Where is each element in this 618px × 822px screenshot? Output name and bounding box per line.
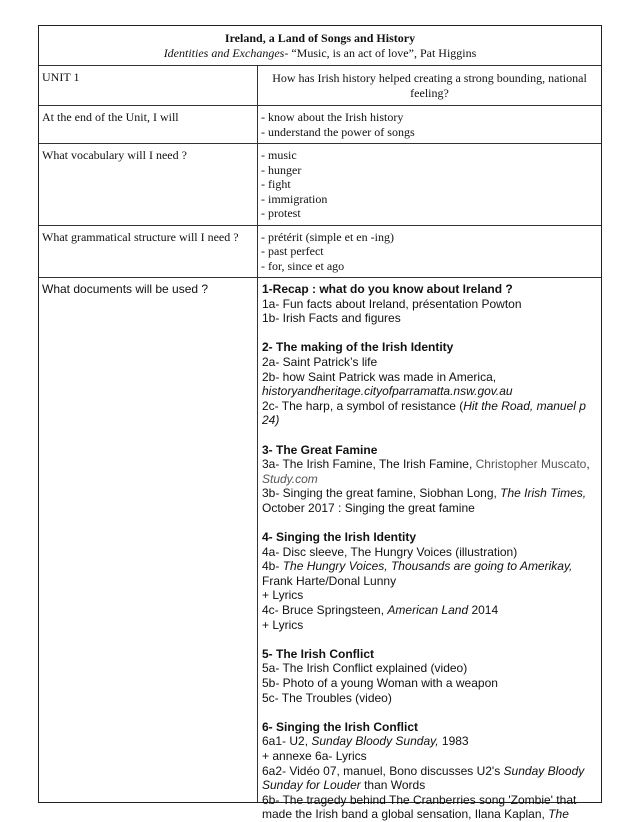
list-item: - immigration	[261, 191, 328, 206]
goals-label: At the end of the Unit, I will	[39, 106, 258, 143]
document-item: 4b- The Hungry Voices, Thousands are going to Amerikay, Frank Harte/Donal Lunny	[262, 559, 573, 588]
document-item: 5b- Photo of a young Woman with a weapon	[262, 676, 498, 691]
document-item: 2a- Saint Patrick’s life	[262, 354, 378, 369]
goals-row	[39, 105, 601, 143]
vocabulary-row	[39, 143, 601, 225]
section-heading: 1-Recap : what do you know about Ireland ?	[262, 282, 513, 296]
document-item: 4a- Disc sleeve, The Hungry Voices (illustration)	[262, 544, 518, 559]
list-item: - past perfect	[261, 244, 324, 258]
title-cell	[39, 26, 601, 65]
vocabulary-list	[258, 144, 601, 225]
document-item: 1b- Irish Facts and figures	[262, 311, 401, 326]
documents-list	[258, 278, 601, 822]
document-item: 3b- Singing the great famine, Siobhan Long, The Irish Times, October 2017 : Singing the great famine	[262, 486, 587, 515]
documents-row	[39, 277, 601, 822]
section-great-famine	[262, 443, 597, 516]
document-item: 2b- how Saint Patrick was made in America,	[262, 369, 497, 384]
document-item: 4c- Bruce Springsteen, American Land 2014	[262, 603, 499, 618]
unit-row	[39, 65, 601, 105]
document-item: 5c- The Troubles (video)	[262, 690, 392, 705]
documents-label: What documents will be used ?	[39, 278, 258, 802]
list-item: - hunger	[261, 162, 302, 177]
source-link[interactable]: Study.com	[262, 471, 318, 486]
list-item: - understand the power of songs	[261, 124, 415, 139]
subtitle-quote: - “Music, is an act of love”, Pat Higgins	[284, 46, 477, 60]
document-item: 3a- The Irish Famine, The Irish Famine, Christopher Muscato, Study.com	[262, 457, 590, 486]
vocabulary-label: What vocabulary will I need ?	[39, 144, 258, 225]
document-item: 5a- The Irish Conflict explained (video)	[262, 661, 468, 676]
title-row	[39, 26, 601, 65]
section-singing-identity	[262, 530, 597, 632]
document-item: 6a2- Vidéo 07, manuel, Bono discusses U2's Sunday Bloody Sunday for Louder than Words	[262, 763, 585, 793]
grammar-row	[39, 225, 601, 278]
list-item: - music	[261, 148, 297, 162]
document-item: 1a- Fun facts about Ireland, présentation Powton	[262, 296, 522, 311]
document-item: 2c- The harp, a symbol of resistance (Hit the Road, manuel p 24)	[262, 398, 586, 428]
list-item: - for, since et ago	[261, 258, 345, 273]
document-subtitle	[43, 46, 597, 61]
document-item: 6a1- U2, Sunday Bloody Sunday, 1983	[262, 734, 469, 749]
grammar-label: What grammatical structure will I need ?	[39, 226, 258, 278]
document-source-url: historyandheritage.cityofparramatta.nsw.gov.au	[262, 384, 513, 399]
list-item: - prétérit (simple et en -ing)	[261, 229, 394, 244]
section-heading: 3- The Great Famine	[262, 442, 378, 457]
section-singing-conflict	[262, 720, 597, 822]
subtitle-theme: Identities and Exchanges	[163, 46, 285, 60]
document-item: + Lyrics	[262, 617, 304, 632]
goals-list	[258, 106, 601, 143]
list-item: - protest	[261, 206, 301, 220]
document-item: 6b- The tragedy behind The Cranberries song 'Zombie' that made the Irish band a global sensation, Ilana Kaplan, The	[262, 792, 577, 822]
section-heading: 2- The making of the Irish Identity	[262, 340, 454, 355]
document-item: + Lyrics	[262, 588, 304, 603]
section-recap	[262, 282, 597, 326]
section-heading: 6- Singing the Irish Conflict	[262, 719, 418, 734]
unit-label: UNIT 1	[39, 66, 258, 105]
section-heading: 4- Singing the Irish Identity	[262, 530, 417, 545]
grammar-list	[258, 226, 601, 278]
author-link[interactable]: Christopher Muscato	[475, 457, 587, 472]
section-irish-identity	[262, 340, 597, 428]
section-irish-conflict	[262, 647, 597, 705]
list-item: - know about the Irish history	[261, 110, 404, 124]
unit-question: How has Irish history helped creating a strong bounding, national feeling?	[272, 71, 587, 100]
document-title: Ireland, a Land of Songs and History	[224, 31, 416, 45]
document-item: + annexe 6a- Lyrics	[262, 749, 367, 763]
unit-plan-table	[38, 25, 602, 822]
section-heading: 5- The Irish Conflict	[262, 646, 375, 661]
list-item: - fight	[261, 177, 291, 191]
